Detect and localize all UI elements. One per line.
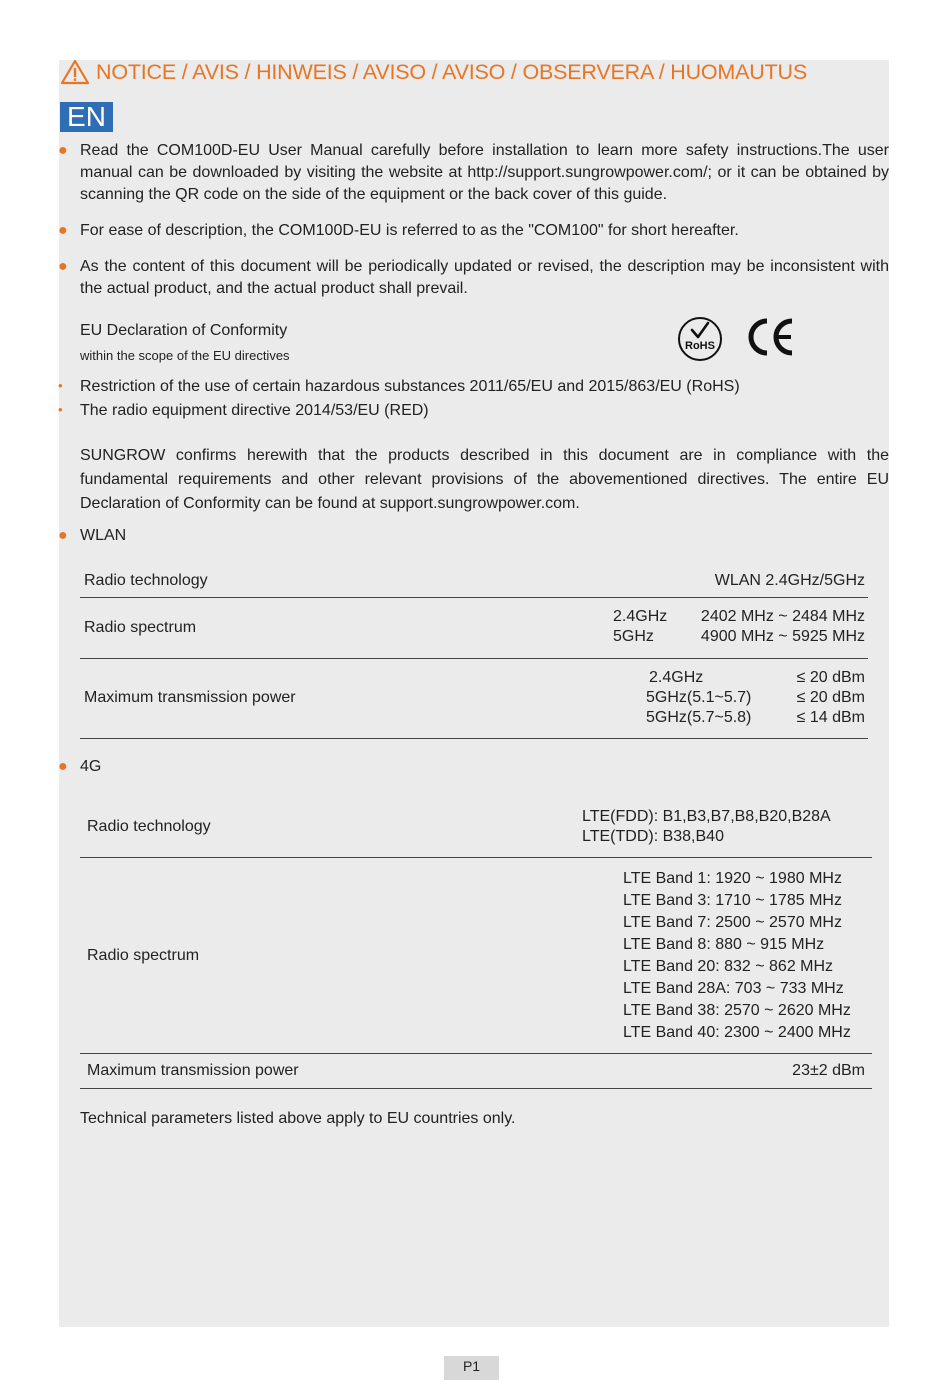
language-badge: EN — [60, 102, 113, 132]
declaration-subtitle: within the scope of the EU directives — [80, 348, 290, 363]
wlan-spectrum-range: 2402 MHz ~ 2484 MHz — [700, 608, 865, 625]
rohs-logo-icon — [676, 315, 724, 363]
lte-band-item: LTE Band 40: 2300 ~ 2400 MHz — [623, 1024, 851, 1041]
lte-band-item: LTE Band 7: 2500 ~ 2570 MHz — [623, 914, 842, 931]
directive-item — [58, 376, 889, 398]
lte-band-item: LTE Band 38: 2570 ~ 2620 MHz — [623, 1002, 851, 1019]
bullet-dot-icon: ● — [58, 142, 68, 159]
wlan-spectrum-band: 5GHz — [613, 628, 654, 645]
wlan-power-value: ≤ 14 dBm — [796, 709, 865, 726]
table-divider — [80, 738, 868, 739]
lte-band-item: LTE Band 28A: 703 ~ 733 MHz — [623, 980, 844, 997]
lte-band-item: LTE Band 3: 1710 ~ 1785 MHz — [623, 892, 842, 909]
declaration-title: EU Declaration of Conformity — [80, 322, 288, 339]
table-divider — [80, 658, 868, 659]
lte-technology-value: LTE(FDD): B1,B3,B7,B8,B20,B28A — [582, 808, 831, 825]
footnote: Technical parameters listed above apply to EU countries only. — [80, 1110, 516, 1127]
notice-heading — [60, 58, 807, 86]
page-number: P1 — [444, 1356, 499, 1380]
bullet-dot-icon: • — [58, 378, 63, 393]
wlan-power-value: ≤ 20 dBm — [796, 669, 865, 686]
bullet-dot-icon: ● — [58, 258, 68, 275]
bullet-dot-icon: ● — [58, 758, 68, 775]
lte-max-power-label: Maximum transmission power — [87, 1062, 299, 1079]
conformity-statement: SUNGROW confirms herewith that the products described in this document are in compliance with the fundamental requirements and other relevant provisions of the abovementioned directives. The entire EU Declaration of Conformity can be found at support.sungrowpower.com. — [80, 447, 889, 512]
directive-item — [58, 400, 889, 422]
bullet-text: For ease of description, the COM100D-EU is referred to as the "COM100" for short hereafter. — [80, 222, 739, 239]
wlan-heading — [58, 525, 889, 547]
bullet-dot-icon: • — [58, 402, 63, 417]
bullet-text: Read the COM100D-EU User Manual carefully before installation to learn more safety instructions.The user manual can be downloaded by visiting the website at http://support.sungrowpower.com/; or it can be obtained by scanning the QR code on the side of the equipment or the back cover of this guide. — [80, 142, 889, 203]
rohs-logo-text: RoHS — [685, 340, 715, 352]
table-divider — [80, 1088, 872, 1089]
bullet-text: As the content of this document will be periodically updated or revised, the description may be inconsistent with the actual product, and the actual product shall prevail. — [80, 258, 889, 297]
lte-band-item: LTE Band 8: 880 ~ 915 MHz — [623, 936, 825, 953]
lte-radio-spectrum-label: Radio spectrum — [87, 947, 200, 964]
directive-text: Restriction of the use of certain hazardous substances 2011/65/EU and 2015/863/EU (RoHS) — [80, 378, 740, 395]
wlan-spectrum-range: 4900 MHz ~ 5925 MHz — [700, 628, 865, 645]
lte-band-item: LTE Band 20: 832 ~ 862 MHz — [623, 958, 834, 975]
ce-mark-icon — [745, 317, 797, 357]
lte-max-power-value: 23±2 dBm — [792, 1062, 865, 1079]
notice-title-text: NOTICE / AVIS / HINWEIS / AVISO / AVISO / OBSERVERA / HUOMAUTUS — [96, 59, 807, 84]
wlan-radio-spectrum-label: Radio spectrum — [84, 619, 197, 636]
wlan-spectrum-band: 2.4GHz — [613, 608, 668, 625]
lte-technology-value: LTE(TDD): B38,B40 — [582, 828, 724, 845]
lte-heading-text: 4G — [80, 758, 102, 775]
lte-spectrum-list — [623, 868, 851, 1044]
lte-band-item: LTE Band 1: 1920 ~ 1980 MHz — [623, 870, 842, 887]
table-divider — [80, 1053, 872, 1054]
warning-triangle-icon — [60, 59, 90, 85]
wlan-power-band: 2.4GHz — [649, 669, 704, 686]
wlan-power-value: ≤ 20 dBm — [796, 689, 865, 706]
bullet-dot-icon: ● — [58, 222, 68, 239]
wlan-power-band: 5GHz(5.7~5.8) — [646, 709, 752, 726]
directive-text: The radio equipment directive 2014/53/EU (RED) — [80, 402, 429, 419]
table-divider — [80, 597, 868, 598]
wlan-max-power-label: Maximum transmission power — [84, 689, 296, 706]
bullet-item — [58, 220, 889, 242]
bullet-item — [58, 140, 889, 206]
bullet-item — [58, 256, 889, 300]
lte-heading — [58, 756, 889, 778]
wlan-heading-text: WLAN — [80, 527, 127, 544]
wlan-power-band: 5GHz(5.1~5.7) — [646, 689, 752, 706]
lte-radio-technology-label: Radio technology — [87, 818, 211, 835]
bullet-dot-icon: ● — [58, 527, 68, 544]
table-divider — [80, 857, 872, 858]
wlan-radio-technology-value: WLAN 2.4GHz/5GHz — [714, 572, 865, 589]
wlan-radio-technology-label: Radio technology — [84, 572, 208, 589]
